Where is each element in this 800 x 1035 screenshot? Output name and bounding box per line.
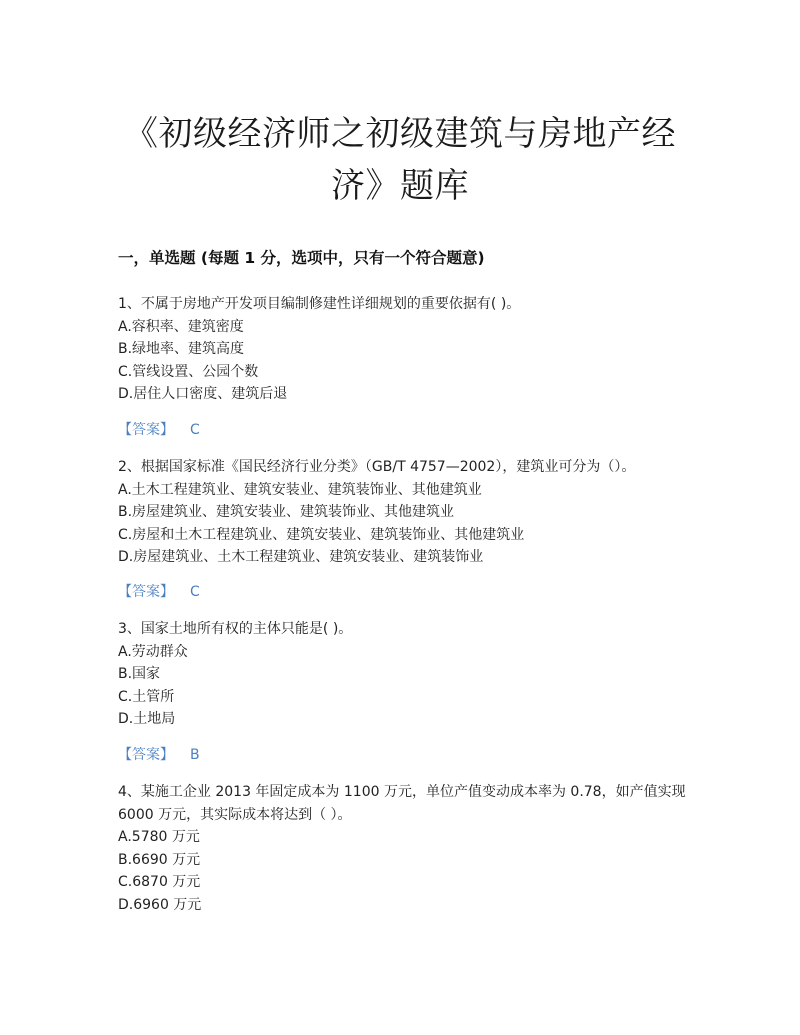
answer-value: C [190, 422, 200, 438]
option-d: D.房屋建筑业、土木工程建筑业、建筑安装业、建筑装饰业 [118, 549, 484, 565]
document-title-line-1: 《初级经济师之初级建筑与房地产经 [124, 114, 676, 154]
option-a: A.5780 万元 [118, 829, 200, 845]
answer-label: 【答案】 [118, 747, 174, 763]
answer-3 [118, 744, 200, 766]
option-b: B.国家 [118, 666, 161, 682]
answer-1 [118, 419, 200, 441]
option-c: C.土管所 [118, 688, 175, 705]
question-stem: 4、某施工企业 2013 年固定成本为 1100 万元，单位产值变动成本率为 0.78，如产值实现 6000 万元，其实际成本将达到（ ）。 [118, 784, 686, 823]
question-4 [118, 781, 688, 916]
option-b: B.绿地率、建筑高度 [118, 341, 245, 357]
section-heading: 一，单选题 (每题 1 分，选项中，只有一个符合题意) [118, 249, 485, 267]
option-d: D.土地局 [118, 711, 176, 727]
option-c: C.6870 万元 [118, 874, 201, 890]
answer-value: B [190, 747, 200, 763]
option-c: C.房屋和土木工程建筑业、建筑安装业、建筑装饰业、其他建筑业 [118, 526, 525, 543]
option-b: B.6690 万元 [118, 851, 201, 868]
question-stem: 2、根据国家标准《国民经济行业分类》（GB/T 4757—2002），建筑业可分为（）。 [118, 459, 636, 475]
question-2 [118, 456, 688, 569]
document-title [100, 108, 700, 212]
answer-2 [118, 581, 200, 603]
question-1 [118, 293, 688, 406]
option-a: A.土木工程建筑业、建筑安装业、建筑装饰业、其他建筑业 [118, 481, 482, 498]
answer-label: 【答案】 [118, 422, 174, 438]
question-3 [118, 618, 688, 731]
question-stem: 1、不属于房地产开发项目编制修建性详细规划的重要依据有( )。 [118, 296, 521, 312]
answer-label: 【答案】 [118, 584, 174, 600]
option-a: A.劳动群众 [118, 643, 188, 660]
option-d: D.居住人口密度、建筑后退 [118, 386, 288, 402]
answer-value: C [190, 584, 200, 600]
document-title-line-2: 济》题库 [331, 166, 469, 206]
option-b: B.房屋建筑业、建筑安装业、建筑装饰业、其他建筑业 [118, 504, 455, 520]
option-d: D.6960 万元 [118, 896, 202, 913]
option-a: A.容积率、建筑密度 [118, 318, 244, 335]
option-c: C.管线设置、公园个数 [118, 363, 259, 380]
question-stem: 3、国家土地所有权的主体只能是( )。 [118, 621, 353, 637]
